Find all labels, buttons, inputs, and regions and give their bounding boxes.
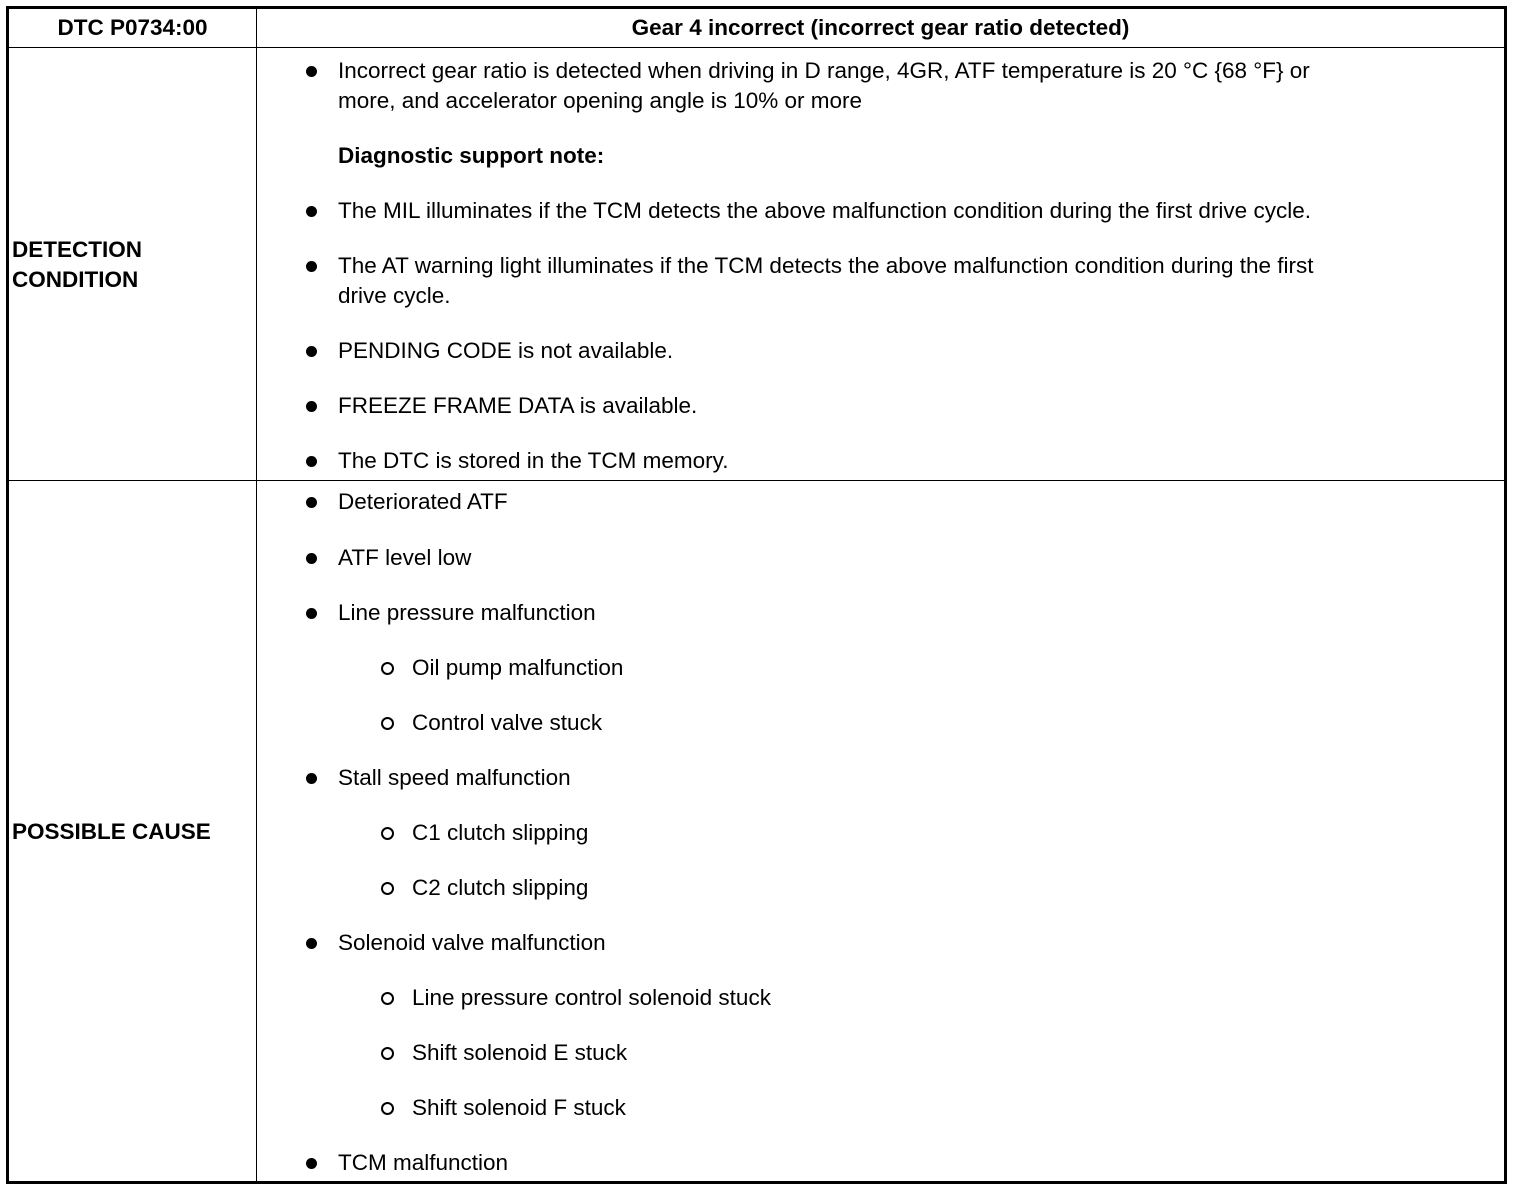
possible-cause-label: POSSIBLE CAUSE xyxy=(12,819,211,844)
sub-bullet-icon xyxy=(381,827,394,840)
column-divider xyxy=(256,6,257,1184)
sub-bullet-icon xyxy=(381,992,394,1005)
detection-item1-line2: more, and accelerator opening angle is 10% or more xyxy=(338,88,863,113)
cause-item4-sub1: C1 clutch slipping xyxy=(412,820,589,845)
detection-item5: FREEZE FRAME DATA is available. xyxy=(338,393,698,418)
bullet-icon xyxy=(306,938,317,949)
cause-item5-sub3: Shift solenoid F stuck xyxy=(412,1095,626,1120)
bullet-icon xyxy=(306,1158,317,1169)
bullet-icon xyxy=(306,346,317,357)
bullet-icon xyxy=(306,66,317,77)
bullet-icon xyxy=(306,773,317,784)
detection-item2: The MIL illuminates if the TCM detects the above malfunction condition during the first drive cycle. xyxy=(338,198,1311,223)
diagnostic-support-note: Diagnostic support note: xyxy=(338,143,605,168)
sub-bullet-icon xyxy=(381,662,394,675)
sub-bullet-icon xyxy=(381,717,394,730)
cause-item5: Solenoid valve malfunction xyxy=(338,930,606,955)
sub-bullet-icon xyxy=(381,1047,394,1060)
cause-item4: Stall speed malfunction xyxy=(338,765,571,790)
bullet-icon xyxy=(306,261,317,272)
bullet-icon xyxy=(306,206,317,217)
cause-item3-sub1: Oil pump malfunction xyxy=(412,655,624,680)
cause-item4-sub2: C2 clutch slipping xyxy=(412,875,589,900)
cause-item6: TCM malfunction xyxy=(338,1150,509,1175)
bullet-icon xyxy=(306,401,317,412)
dtc-code: DTC P0734:00 xyxy=(57,15,208,40)
detection-item3-line2: drive cycle. xyxy=(338,283,451,308)
dtc-title: Gear 4 incorrect (incorrect gear ratio detected) xyxy=(631,15,1130,40)
sub-bullet-icon xyxy=(381,1102,394,1115)
cause-item2: ATF level low xyxy=(338,545,472,570)
bullet-icon xyxy=(306,608,317,619)
detection-item6: The DTC is stored in the TCM memory. xyxy=(338,448,729,473)
cause-item3: Line pressure malfunction xyxy=(338,600,596,625)
bullet-icon xyxy=(306,553,317,564)
cause-item5-sub2: Shift solenoid E stuck xyxy=(412,1040,628,1065)
bullet-icon xyxy=(306,497,317,508)
detection-item4: PENDING CODE is not available. xyxy=(338,338,674,363)
detection-label-line1: DETECTION xyxy=(12,237,143,262)
detection-item1-line1: Incorrect gear ratio is detected when driving in D range, 4GR, ATF temperature is 20 °C {68 °F} or xyxy=(338,58,1310,83)
header-row-divider xyxy=(6,47,1507,48)
sub-bullet-icon xyxy=(381,882,394,895)
detection-label-line2: CONDITION xyxy=(12,267,139,292)
cause-item5-sub1: Line pressure control solenoid stuck xyxy=(412,985,771,1010)
cause-item1: Deteriorated ATF xyxy=(338,489,508,514)
cause-item3-sub2: Control valve stuck xyxy=(412,710,603,735)
detection-item3-line1: The AT warning light illuminates if the TCM detects the above malfunction condition during the first xyxy=(338,253,1314,278)
detection-row-divider xyxy=(6,480,1507,481)
bullet-icon xyxy=(306,456,317,467)
